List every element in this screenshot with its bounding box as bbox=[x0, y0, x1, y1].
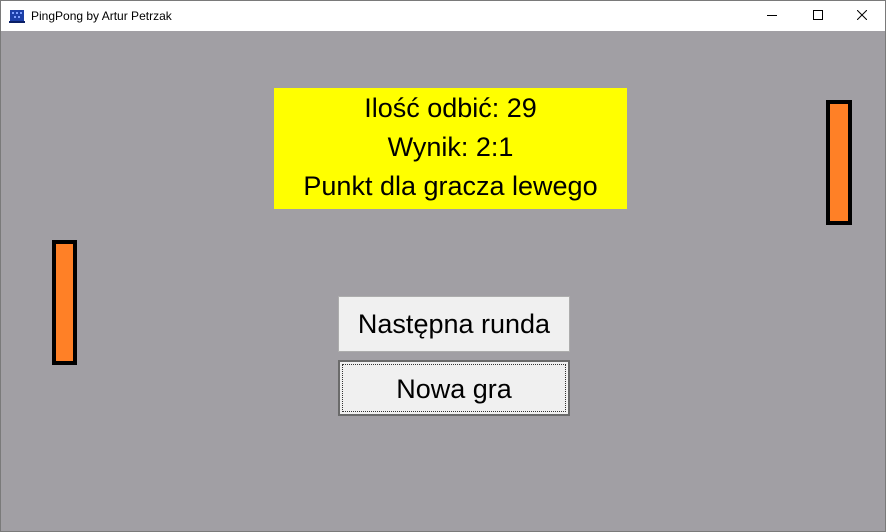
right-paddle bbox=[826, 100, 852, 225]
left-paddle bbox=[52, 240, 77, 365]
minimize-button[interactable] bbox=[749, 1, 795, 31]
pingpong-app-icon bbox=[9, 8, 25, 24]
title-bar[interactable] bbox=[1, 1, 885, 31]
scoreboard-panel bbox=[274, 88, 627, 209]
maximize-icon bbox=[813, 7, 823, 25]
close-icon bbox=[857, 7, 867, 25]
bounce-count: Ilość odbić: 29 bbox=[364, 93, 537, 123]
game-court bbox=[1, 31, 885, 531]
next-round-button[interactable] bbox=[338, 296, 570, 352]
new-game-label: Nowa gra bbox=[396, 374, 512, 404]
minimize-icon bbox=[767, 7, 777, 25]
point-status: Punkt dla gracza lewego bbox=[303, 171, 598, 201]
window-title: PingPong by Artur Petrzak bbox=[31, 9, 172, 23]
next-round-label: Następna runda bbox=[357, 309, 551, 339]
maximize-button[interactable] bbox=[795, 1, 841, 31]
new-game-button[interactable] bbox=[338, 360, 570, 416]
close-button[interactable] bbox=[839, 1, 885, 31]
score-text: Wynik: 2:1 bbox=[387, 132, 514, 162]
